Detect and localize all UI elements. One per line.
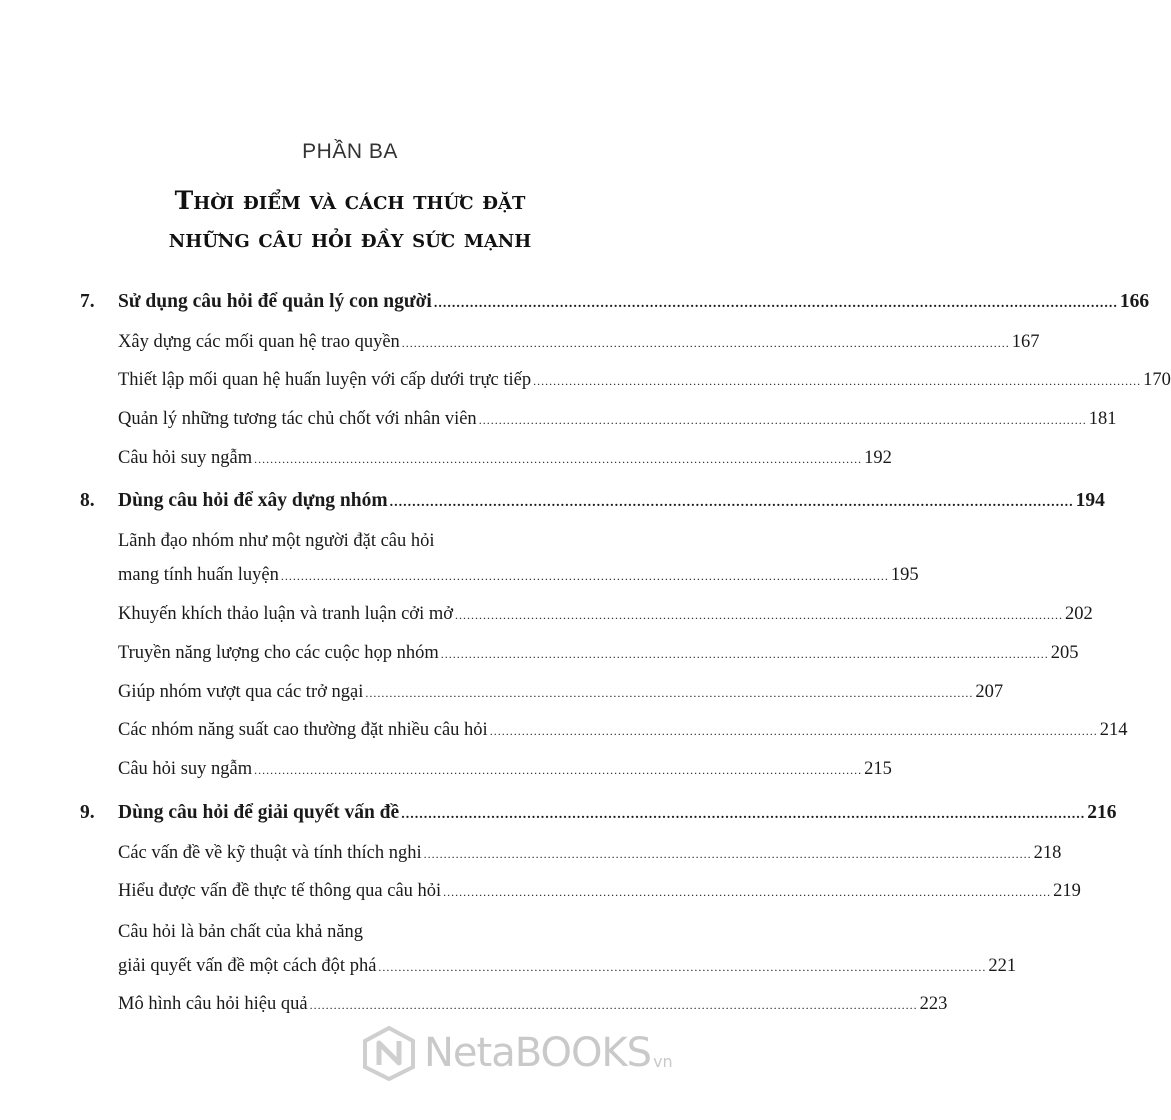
section-title: Quản lý những tương tác chủ chốt với nhân viên — [118, 409, 477, 429]
toc-section[interactable] — [118, 643, 1079, 664]
page-number: 194 — [1075, 490, 1105, 511]
section-title: Thiết lập mối quan hệ huấn luyện với cấp dưới trực tiếp — [118, 370, 532, 390]
section-title: Các vấn đề về kỹ thuật và tính thích nghi — [118, 843, 422, 863]
leader-dots: ........................................................................................................................................................ — [478, 413, 1087, 427]
toc-section[interactable] — [118, 843, 1062, 864]
toc-chapter-8[interactable] — [118, 490, 1105, 512]
page-number: 195 — [890, 565, 919, 585]
page-number: 181 — [1088, 409, 1117, 429]
section-title: Câu hỏi suy ngẫm — [118, 759, 253, 779]
leader-dots: ........................................................................................................................................................ — [423, 847, 1032, 861]
page-number: 223 — [919, 994, 948, 1014]
toc-section[interactable] — [118, 448, 892, 469]
leader-dots: ........................................................................................................................................................ — [280, 569, 889, 583]
section-title-line1: Câu hỏi là bản chất của khả năng — [118, 922, 364, 942]
leader-dots: ........................................................................................................................................................ — [440, 647, 1049, 661]
chapter-number: 8. — [80, 490, 95, 511]
toc-section[interactable] — [118, 604, 1093, 625]
part-label: PHẦN BA — [302, 140, 398, 163]
chapter-title: Sử dụng câu hỏi để quản lý con người — [118, 291, 432, 312]
part-title-line1: Thời điểm và cách thức đặt — [174, 186, 526, 215]
page-number: 167 — [1011, 332, 1040, 352]
page-number: 202 — [1065, 604, 1093, 624]
watermark-brand: NetaBOOKS — [424, 1030, 652, 1076]
leader-dots: ........................................................................................................................................................ — [389, 495, 1074, 510]
page-number: 166 — [1119, 291, 1150, 312]
part-title-line2: những câu hỏi đầy sức mạnh — [168, 224, 532, 253]
leader-dots: ........................................................................................................................................................ — [309, 998, 918, 1012]
leader-dots: ........................................................................................................................................................ — [254, 452, 863, 466]
section-title: mang tính huấn luyện — [118, 565, 279, 585]
leader-dots: ........................................................................................................................................................ — [533, 374, 1142, 388]
page-number: 215 — [864, 759, 892, 779]
toc-section[interactable] — [118, 994, 948, 1015]
part-title — [0, 182, 700, 258]
leader-dots: ........................................................................................................................................................ — [254, 763, 863, 777]
chapter-number: 7. — [80, 291, 95, 312]
toc-chapter-9[interactable] — [118, 802, 1117, 824]
toc-section[interactable] — [118, 720, 1128, 741]
page-number: 192 — [864, 448, 892, 468]
page-number: 170 — [1143, 370, 1171, 390]
section-title: Câu hỏi suy ngẫm — [118, 448, 253, 468]
section-title: Xây dựng các mối quan hệ trao quyền — [118, 332, 400, 352]
chapter-title: Dùng câu hỏi để giải quyết vấn đề — [118, 802, 400, 823]
section-title: Khuyến khích thảo luận và tranh luận cởi mở — [118, 604, 454, 624]
leader-dots: ........................................................................................................................................................ — [378, 960, 987, 974]
leader-dots: ........................................................................................................................................................ — [489, 724, 1098, 738]
leader-dots: ........................................................................................................................................................ — [365, 686, 974, 700]
toc-chapter-7[interactable] — [118, 291, 1150, 313]
toc-section[interactable] — [118, 956, 1017, 977]
page-number: 221 — [988, 956, 1017, 976]
toc-section[interactable] — [118, 370, 1171, 391]
toc-section[interactable] — [118, 881, 1081, 902]
toc-section[interactable] — [118, 332, 1040, 353]
page-number: 216 — [1087, 802, 1117, 823]
leader-dots: ........................................................................................................................................................ — [455, 608, 1064, 622]
page-number: 218 — [1033, 843, 1062, 863]
watermark — [362, 1025, 673, 1081]
leader-dots: ........................................................................................................................................................ — [443, 885, 1052, 899]
section-title: Các nhóm năng suất cao thường đặt nhiều câu hỏi — [118, 720, 488, 740]
chapter-title: Dùng câu hỏi để xây dựng nhóm — [118, 490, 388, 511]
leader-dots: ........................................................................................................................................................ — [433, 296, 1118, 311]
leader-dots: ........................................................................................................................................................ — [401, 807, 1086, 822]
section-title: giải quyết vấn đề một cách đột phá — [118, 956, 377, 976]
section-title: Giúp nhóm vượt qua các trở ngại — [118, 682, 364, 702]
neta-logo-icon — [362, 1025, 416, 1081]
leader-dots: ........................................................................................................................................................ — [401, 336, 1010, 350]
page-number: 214 — [1099, 720, 1128, 740]
section-title: Truyền năng lượng cho các cuộc họp nhóm — [118, 643, 439, 663]
section-title: Mô hình câu hỏi hiệu quả — [118, 994, 308, 1014]
toc-section[interactable] — [118, 565, 919, 586]
toc-section[interactable] — [118, 409, 1117, 430]
watermark-suffix: vn — [653, 1051, 673, 1071]
page-number: 219 — [1053, 881, 1081, 901]
toc-section[interactable] — [118, 759, 892, 780]
section-title: Hiểu được vấn đề thực tế thông qua câu hỏi — [118, 881, 442, 901]
chapter-number: 9. — [80, 802, 95, 823]
page-number: 207 — [975, 682, 1004, 702]
page-number: 205 — [1050, 643, 1079, 663]
section-title-line1: Lãnh đạo nhóm như một người đặt câu hỏi — [118, 531, 435, 551]
toc-section[interactable] — [118, 682, 1004, 703]
